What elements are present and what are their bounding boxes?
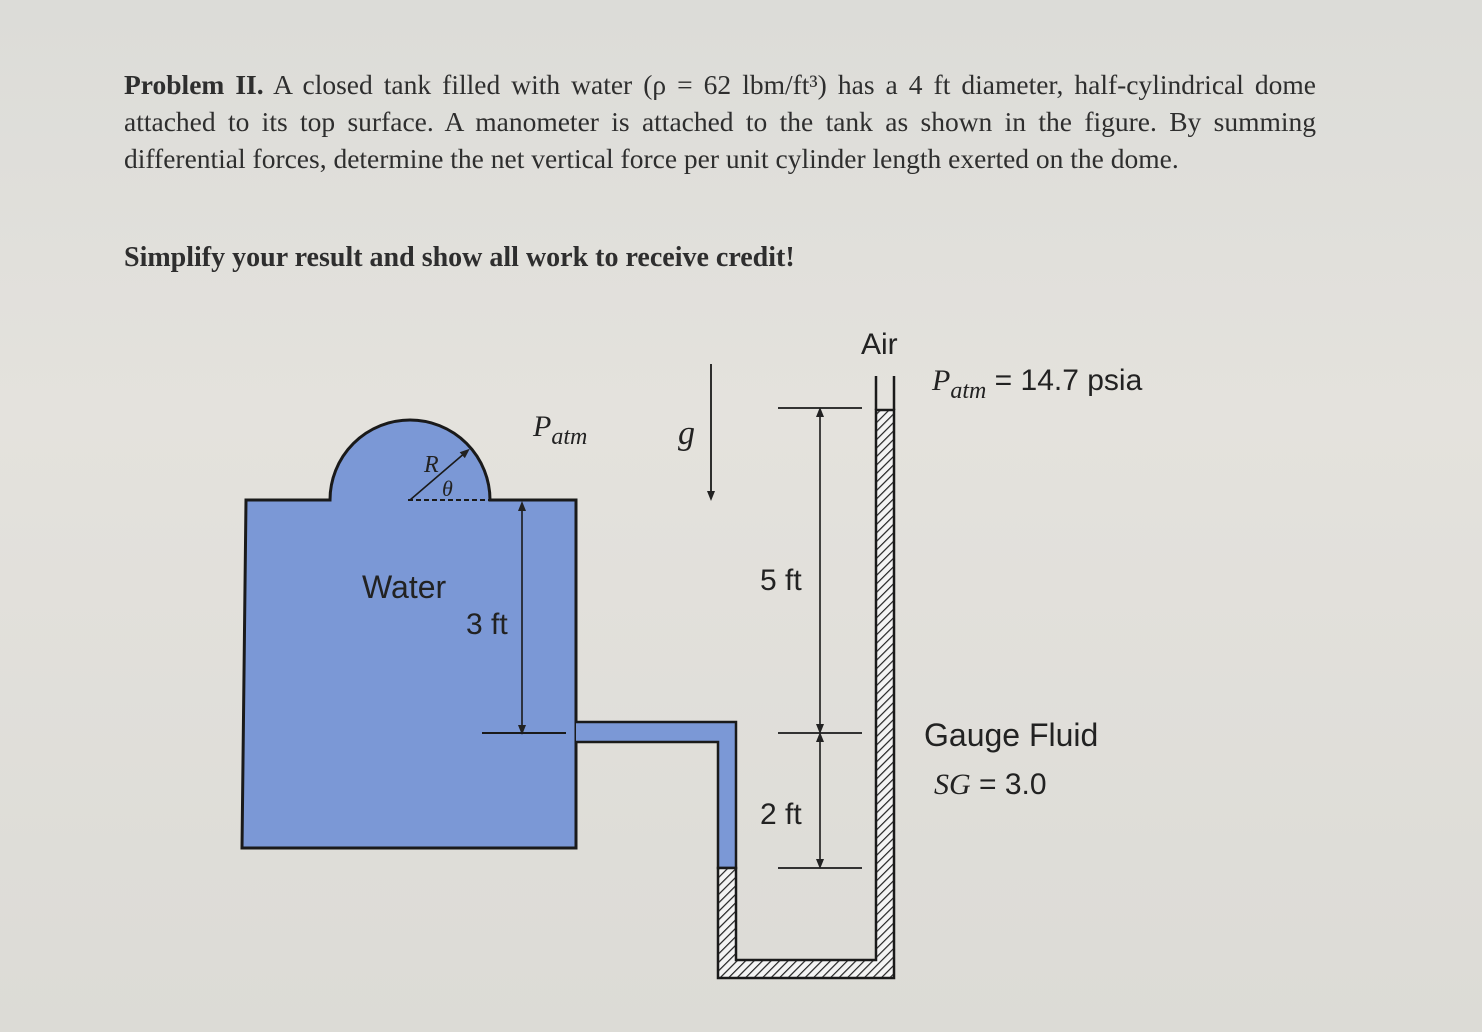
problem-text: A closed tank filled with water (ρ = 62 lbm/ft³) has a 4 ft diameter, half-cylindrical dome attached to its top surface. A manometer is attached to the tank as shown in the figure. By summing differential forces, determine the net vertical force per unit cylinder length exerted on the dome. [124, 69, 1316, 174]
radius-label: R [424, 452, 439, 478]
water-label: Water [362, 569, 447, 605]
instruction-text: Simplify your result and show all work to receive credit! [124, 242, 795, 273]
upper-dimension-label: 5 ft [760, 564, 802, 597]
gravity-label: g [678, 415, 695, 452]
lower-dimension-label: 2 ft [760, 798, 802, 831]
specific-gravity-label: SG = 3.0 [934, 768, 1047, 801]
tank-body [242, 420, 576, 848]
manometer-gauge-fluid [718, 410, 894, 978]
problem-number: Problem II. [124, 69, 264, 100]
patm-label: $P_{atm}$ [533, 410, 588, 450]
connecting-pipe [576, 722, 736, 868]
angle-label: θ [442, 476, 453, 501]
tank-depth-label: 3 ft [466, 608, 508, 641]
patm-value-label: $P_{atm} = 14.7$ psia [932, 364, 1143, 404]
gauge-fluid-label: Gauge Fluid [924, 717, 1099, 753]
air-label: Air [861, 328, 898, 361]
